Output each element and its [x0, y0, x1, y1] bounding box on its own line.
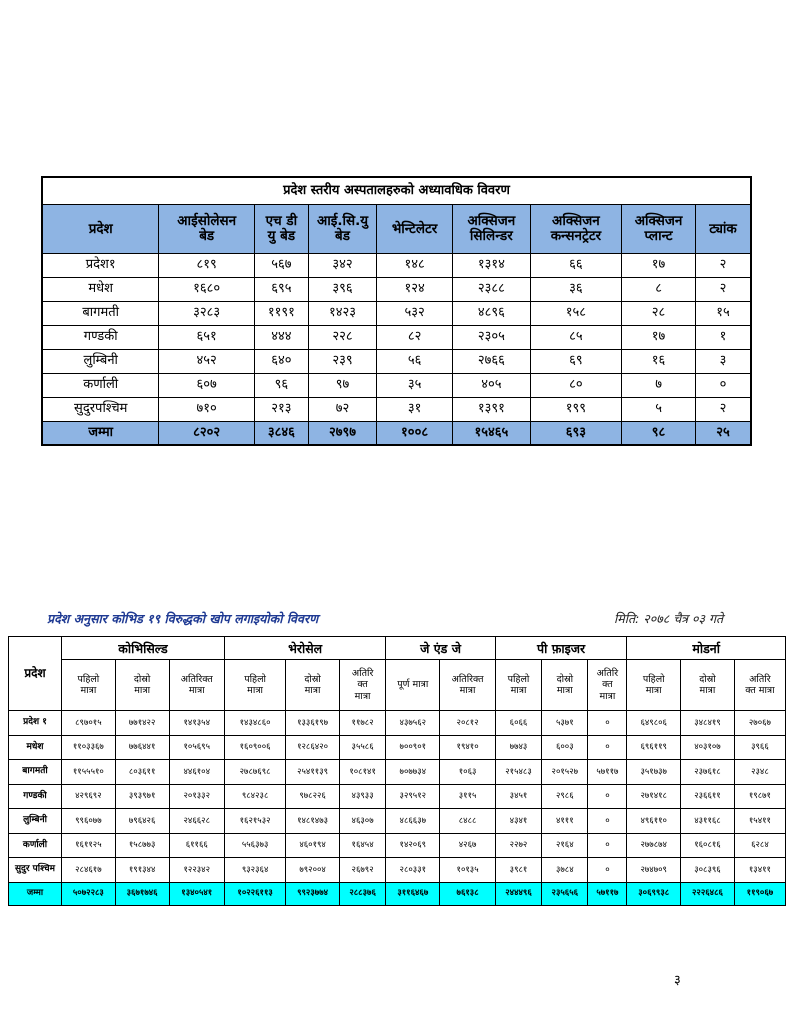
- value-cell: ११९१: [254, 302, 308, 326]
- table-row: [9, 858, 786, 883]
- dose-header-cell: [62, 660, 116, 711]
- hospital-header-line: अक्सिजन: [467, 213, 516, 230]
- value-cell: ५: [622, 398, 696, 422]
- value-cell: २१६४: [542, 833, 588, 858]
- value-cell: ३५१७३७: [627, 760, 681, 785]
- hospital-header-cell: [530, 205, 621, 254]
- hospital-header-line: ट्यांक: [709, 220, 737, 237]
- total-cell: ३६७१७४६: [115, 882, 169, 905]
- dose-header-cell: [225, 660, 286, 711]
- dose-header-cell: [588, 660, 627, 711]
- dose-header-line: क्त मात्रा: [745, 685, 775, 696]
- value-cell: ७०७७३४: [386, 760, 440, 785]
- value-cell: ३०८३९६: [681, 858, 735, 883]
- vaccine-brand-header: कोभिसिल्ड: [62, 637, 225, 660]
- table-row: [42, 398, 751, 422]
- value-cell: ५३२: [377, 302, 453, 326]
- value-cell: २७४७०९: [627, 858, 681, 883]
- value-cell: १४३४८६०: [225, 711, 286, 736]
- value-cell: १५८७७३: [115, 833, 169, 858]
- value-cell: २८४६१७: [62, 858, 116, 883]
- value-cell: २२८: [308, 326, 376, 350]
- value-cell: २३९: [308, 350, 376, 374]
- value-cell: १०६३: [440, 760, 496, 785]
- value-cell: ५७११७: [588, 760, 627, 785]
- value-cell: २३६६११: [681, 784, 735, 809]
- value-cell: १७: [622, 326, 696, 350]
- value-cell: ४१११: [542, 809, 588, 834]
- dose-header-line: मात्रा: [556, 685, 573, 696]
- dose-header-line: मात्रा: [304, 685, 321, 696]
- hospital-header-line: यु बेड: [267, 228, 296, 244]
- dose-header-line: मात्रा: [699, 685, 716, 696]
- dose-header-line: पहिलो: [77, 673, 100, 685]
- value-cell: ७: [622, 374, 696, 398]
- value-cell: १६०९००६: [225, 735, 286, 760]
- dose-header-line: दोस्रो: [556, 673, 574, 685]
- dose-header-line: पूर्ण मात्रा: [397, 679, 429, 691]
- value-cell: २७६६: [452, 350, 530, 374]
- total-cell: २२२६४८६: [681, 882, 735, 905]
- table-row: [42, 302, 751, 326]
- dose-header-cell: [386, 660, 440, 711]
- dose-header-line: पहिलो: [244, 673, 267, 685]
- value-cell: १४२०६९: [386, 833, 440, 858]
- province-cell: बागमती: [9, 760, 62, 785]
- value-cell: ४३९३३: [339, 784, 385, 809]
- value-cell: २३७६१८: [681, 760, 735, 785]
- dose-header-cell: [681, 660, 735, 711]
- value-cell: ४३११६८: [681, 809, 735, 834]
- value-cell: ८२: [377, 326, 453, 350]
- total-cell: २८८३७६: [339, 882, 385, 905]
- value-cell: १६०८१६: [681, 833, 735, 858]
- value-cell: ४४४: [254, 326, 308, 350]
- total-cell: १०२२६११३: [225, 882, 286, 905]
- province-cell: प्रदेश१: [42, 254, 159, 278]
- value-cell: १९८७१: [734, 784, 785, 809]
- value-cell: ३: [696, 350, 751, 374]
- vaccine-brand-header: मोडर्ना: [627, 637, 786, 660]
- value-cell: १३४११: [734, 858, 785, 883]
- dose-header-cell: [286, 660, 340, 711]
- value-cell: २९८६: [542, 784, 588, 809]
- total-cell: १५४६५: [452, 422, 530, 446]
- value-cell: १०५६९५: [169, 735, 225, 760]
- value-cell: ८९७०१५: [62, 711, 116, 736]
- value-cell: १०८१४१: [339, 760, 385, 785]
- value-cell: ८: [622, 278, 696, 302]
- value-cell: २४६६२८: [169, 809, 225, 834]
- value-cell: १२८६४२०: [286, 735, 340, 760]
- province-cell: लुम्बिनी: [9, 809, 62, 834]
- value-cell: २: [696, 254, 751, 278]
- value-cell: २३४८: [734, 760, 785, 785]
- value-cell: २: [696, 278, 751, 302]
- dose-header-line: दोस्रो: [133, 673, 151, 685]
- value-cell: ७९६४२६: [115, 809, 169, 834]
- value-cell: ६४०: [254, 350, 308, 374]
- value-cell: २८०३३१: [386, 858, 440, 883]
- dose-header-line: मात्रा: [134, 685, 151, 696]
- vaccine-brand-header: पी फ़ाइजर: [495, 637, 627, 660]
- total-cell: २७९७: [308, 422, 376, 446]
- value-cell: ०: [588, 735, 627, 760]
- vaccine-table: [8, 636, 786, 906]
- value-cell: २०८१२: [440, 711, 496, 736]
- dose-header-line: मात्रा: [459, 685, 476, 696]
- value-cell: ९७: [308, 374, 376, 398]
- value-cell: १७: [622, 254, 696, 278]
- value-cell: २०१५२७: [542, 760, 588, 785]
- province-cell: लुम्बिनी: [42, 350, 159, 374]
- dose-header-line: पहिलो: [642, 673, 665, 685]
- value-cell: ८५: [530, 326, 621, 350]
- value-cell: ३९३९७१: [115, 784, 169, 809]
- value-cell: २७७८७४: [627, 833, 681, 858]
- value-cell: ३४२: [308, 254, 376, 278]
- value-cell: ३६: [530, 278, 621, 302]
- province-cell: गण्डकी: [42, 326, 159, 350]
- value-cell: ३९८१: [495, 858, 541, 883]
- value-cell: १४१३५४: [169, 711, 225, 736]
- value-cell: १२२३४२: [169, 858, 225, 883]
- dose-header-line: क्त: [602, 679, 613, 691]
- table-row: [42, 350, 751, 374]
- value-cell: ४०३१०७: [681, 735, 735, 760]
- dose-header-line: अतिरिक्त: [180, 673, 213, 685]
- value-cell: ०: [588, 784, 627, 809]
- value-cell: ८०: [530, 374, 621, 398]
- value-cell: ३१: [377, 398, 453, 422]
- total-cell: १००८: [377, 422, 453, 446]
- value-cell: ३९६: [308, 278, 376, 302]
- value-cell: ४६३०७: [339, 809, 385, 834]
- dose-header-line: मात्रा: [599, 690, 616, 702]
- province-cell: गण्डकी: [9, 784, 62, 809]
- hospital-header-cell: [42, 205, 159, 254]
- table-row: [9, 833, 786, 858]
- value-cell: ३५५८६: [339, 735, 385, 760]
- value-cell: ०: [588, 858, 627, 883]
- value-cell: १९९: [530, 398, 621, 422]
- value-cell: ४३७५६२: [386, 711, 440, 736]
- value-cell: १५८: [530, 302, 621, 326]
- value-cell: १९४१०: [440, 735, 496, 760]
- dose-header-line: मात्रा: [80, 685, 97, 696]
- value-cell: ०: [588, 809, 627, 834]
- hospital-table: [41, 176, 752, 446]
- hospital-table-body: [42, 254, 751, 446]
- hospital-header-cell: [622, 205, 696, 254]
- dose-header-line: अतिरि: [351, 667, 374, 679]
- total-cell: ११९०६७: [734, 882, 785, 905]
- hospital-header-row: [42, 205, 751, 254]
- total-cell: ३८४६: [254, 422, 308, 446]
- value-cell: २: [696, 398, 751, 422]
- table-row: [42, 374, 751, 398]
- value-cell: ११५५५१०: [62, 760, 116, 785]
- value-cell: ७२: [308, 398, 376, 422]
- value-cell: ८०३६११: [115, 760, 169, 785]
- value-cell: ४९६११०: [627, 809, 681, 834]
- total-row: [9, 882, 786, 905]
- hospital-header-cell: [452, 205, 530, 254]
- value-cell: ७७१४२२: [115, 711, 169, 736]
- province-cell: सुदुरपश्चिम: [42, 398, 159, 422]
- table-row: [42, 326, 751, 350]
- dose-header-line: अतिरि: [596, 667, 619, 679]
- vaccine-subheader-row: [9, 660, 786, 711]
- total-cell: ३०६९९३८: [627, 882, 681, 905]
- value-cell: ३९६६: [734, 735, 785, 760]
- dose-header-cell: [542, 660, 588, 711]
- value-cell: २३८८: [452, 278, 530, 302]
- value-cell: ९३२३६४: [225, 858, 286, 883]
- province-cell: प्रदेश १: [9, 711, 62, 736]
- value-cell: २७०६७: [734, 711, 785, 736]
- dose-header-cell: [339, 660, 385, 711]
- value-cell: ४४६१०४: [169, 760, 225, 785]
- value-cell: ६२८४: [734, 833, 785, 858]
- province-cell: कर्णाली: [42, 374, 159, 398]
- value-cell: १६: [622, 350, 696, 374]
- total-cell: ५७११७: [588, 882, 627, 905]
- value-cell: १२४: [377, 278, 453, 302]
- value-cell: ६०७: [159, 374, 255, 398]
- hospital-header-cell: [308, 205, 376, 254]
- dose-header-line: मात्रा: [645, 685, 662, 696]
- table-row: [9, 735, 786, 760]
- value-cell: ४२६७: [440, 833, 496, 858]
- dose-header-cell: [440, 660, 496, 711]
- province-cell: मधेश: [9, 735, 62, 760]
- value-cell: ५६७: [254, 254, 308, 278]
- total-label: जम्मा: [9, 882, 62, 905]
- province-cell: मधेश: [42, 278, 159, 302]
- hospital-header-line: आईसोलेसन: [177, 213, 237, 230]
- value-cell: ९६: [254, 374, 308, 398]
- total-cell: ९८: [622, 422, 696, 446]
- value-cell: २३०५: [452, 326, 530, 350]
- value-cell: १६११२५: [62, 833, 116, 858]
- hospital-header-line: अक्सिजन: [552, 213, 600, 230]
- table-row: [9, 809, 786, 834]
- value-cell: ३४५१: [495, 784, 541, 809]
- value-cell: १: [696, 326, 751, 350]
- hospital-header-line: एच डी: [265, 213, 298, 230]
- total-label: जम्मा: [42, 422, 159, 446]
- value-cell: ३११५: [440, 784, 496, 809]
- value-cell: १४८: [377, 254, 453, 278]
- total-cell: ६९३: [530, 422, 621, 446]
- vaccine-brand-row: [9, 637, 786, 660]
- hospital-header-cell: [159, 205, 255, 254]
- table-row: [9, 711, 786, 736]
- value-cell: २२७२: [495, 833, 541, 858]
- value-cell: ४५२: [159, 350, 255, 374]
- dose-header-line: मात्रा: [247, 685, 264, 696]
- value-cell: ६६: [530, 254, 621, 278]
- value-cell: २१५४८३: [495, 760, 541, 785]
- dose-header-cell: [495, 660, 541, 711]
- hospital-header-line: बेड: [335, 228, 350, 244]
- dose-header-line: मात्रा: [510, 685, 527, 696]
- hospital-header-line: सिलिन्डर: [469, 228, 513, 244]
- dose-header-cell: [169, 660, 225, 711]
- total-cell: २४४४९६: [495, 882, 541, 905]
- total-cell: ३११६४६७: [386, 882, 440, 905]
- value-cell: ८४८८: [440, 809, 496, 834]
- value-cell: ७००९०१: [386, 735, 440, 760]
- value-cell: ४२९६९२: [62, 784, 116, 809]
- dose-header-line: पहिलो: [507, 673, 530, 685]
- value-cell: ०: [588, 833, 627, 858]
- total-cell: ७६१३८: [440, 882, 496, 905]
- value-cell: ३७८४: [542, 858, 588, 883]
- page-number: ३: [674, 973, 681, 988]
- value-cell: १६८०: [159, 278, 255, 302]
- value-cell: ७७६४४१: [115, 735, 169, 760]
- value-cell: १०१३५: [440, 858, 496, 883]
- province-cell: कर्णाली: [9, 833, 62, 858]
- value-cell: ७७४३: [495, 735, 541, 760]
- value-cell: २८: [622, 302, 696, 326]
- value-cell: ३४८४१९: [681, 711, 735, 736]
- table-row: [42, 278, 751, 302]
- dose-header-line: अतिरिक्त: [451, 673, 484, 685]
- value-cell: २७८७६९८: [225, 760, 286, 785]
- value-cell: ४८९६: [452, 302, 530, 326]
- total-cell: ५०७२२८३: [62, 882, 116, 905]
- total-row: [42, 422, 751, 446]
- vaccine-table-date: मिति: २०७८ चैत्र ०३ गते: [614, 611, 724, 626]
- total-cell: २५: [696, 422, 751, 446]
- value-cell: ०: [588, 711, 627, 736]
- hospital-header-line: भेन्टिलेटर: [391, 220, 438, 237]
- hospital-header-line: अक्सिजन: [634, 213, 683, 230]
- vaccine-table-body: [9, 711, 786, 906]
- value-cell: १३९१: [452, 398, 530, 422]
- table-row: [9, 784, 786, 809]
- vaccine-table-title: प्रदेश अनुसार कोभिड १९ विरुद्धको खोप लगाइयोको विवरण: [47, 611, 319, 626]
- value-cell: २०१३३२: [169, 784, 225, 809]
- value-cell: २१३: [254, 398, 308, 422]
- value-cell: ५५६३७३: [225, 833, 286, 858]
- province-cell: सुदुर पश्चिम: [9, 858, 62, 883]
- value-cell: ५६: [377, 350, 453, 374]
- value-cell: २७१४१८: [627, 784, 681, 809]
- dose-header-line: मात्रा: [188, 685, 205, 696]
- value-cell: ३२८३: [159, 302, 255, 326]
- value-cell: १६४५४: [339, 833, 385, 858]
- value-cell: २६७९२: [339, 858, 385, 883]
- value-cell: ४६०१९४: [286, 833, 340, 858]
- value-cell: १९१३४४: [115, 858, 169, 883]
- dose-header-line: दोस्रो: [699, 673, 716, 685]
- hospital-table-title: प्रदेश स्तरीय अस्पतालहरुको अध्यावधिक विवरण: [42, 177, 751, 205]
- hospital-header-cell: [254, 205, 308, 254]
- hospital-header-line: बेड: [199, 228, 215, 244]
- value-cell: १४८१४७३: [286, 809, 340, 834]
- hospital-header-line: आई.सि.यु: [316, 213, 369, 230]
- hospital-header-line: कन्सनट्रेटर: [550, 228, 602, 244]
- value-cell: ९७८२२६: [286, 784, 340, 809]
- value-cell: १५: [696, 302, 751, 326]
- value-cell: ६९: [530, 350, 621, 374]
- value-cell: ११७८२: [339, 711, 385, 736]
- value-cell: ६५१: [159, 326, 255, 350]
- vaccine-brand-header: भेरोसेल: [225, 637, 386, 660]
- value-cell: ७१०: [159, 398, 255, 422]
- total-cell: ८२०२: [159, 422, 255, 446]
- value-cell: २५४११३९: [286, 760, 340, 785]
- table-row: [9, 760, 786, 785]
- value-cell: ६११६६: [169, 833, 225, 858]
- value-cell: १५४११: [734, 809, 785, 834]
- value-cell: १३१४: [452, 254, 530, 278]
- dose-header-line: दोस्रो: [304, 673, 321, 685]
- value-cell: ६९६११९: [627, 735, 681, 760]
- value-cell: ११०३३६७: [62, 735, 116, 760]
- value-cell: ४८६६३७: [386, 809, 440, 834]
- hospital-header-line: प्रदेश: [88, 220, 113, 237]
- value-cell: ३२९५१२: [386, 784, 440, 809]
- value-cell: ६००३: [542, 735, 588, 760]
- value-cell: १४२३: [308, 302, 376, 326]
- value-cell: ९९६०७७: [62, 809, 116, 834]
- dose-header-line: क्त: [357, 679, 368, 691]
- province-header: प्रदेश: [9, 637, 62, 711]
- value-cell: ६४९८०६: [627, 711, 681, 736]
- hospital-header-line: प्लान्ट: [644, 228, 673, 244]
- total-cell: ९९२३७७४: [286, 882, 340, 905]
- vaccine-brand-header: जे एंड जे: [386, 637, 496, 660]
- value-cell: १६२१५३२: [225, 809, 286, 834]
- total-cell: २३५६५६: [542, 882, 588, 905]
- value-cell: ६०६६: [495, 711, 541, 736]
- dose-header-line: मात्रा: [354, 690, 371, 702]
- dose-header-cell: [115, 660, 169, 711]
- dose-header-line: अतिरि: [749, 673, 771, 685]
- value-cell: ५३७१: [542, 711, 588, 736]
- hospital-header-cell: [377, 205, 453, 254]
- value-cell: ०: [696, 374, 751, 398]
- total-cell: १३४०५४१: [169, 882, 225, 905]
- value-cell: ९८४२३८: [225, 784, 286, 809]
- province-cell: बागमती: [42, 302, 159, 326]
- dose-header-cell: [627, 660, 681, 711]
- dose-header-cell: [734, 660, 785, 711]
- value-cell: ६९५: [254, 278, 308, 302]
- value-cell: ८१९: [159, 254, 255, 278]
- value-cell: ४०५: [452, 374, 530, 398]
- value-cell: १३३६१९७: [286, 711, 340, 736]
- value-cell: ४३४१: [495, 809, 541, 834]
- value-cell: ३५: [377, 374, 453, 398]
- table-row: [42, 254, 751, 278]
- hospital-header-cell: [696, 205, 751, 254]
- value-cell: ७९२००४: [286, 858, 340, 883]
